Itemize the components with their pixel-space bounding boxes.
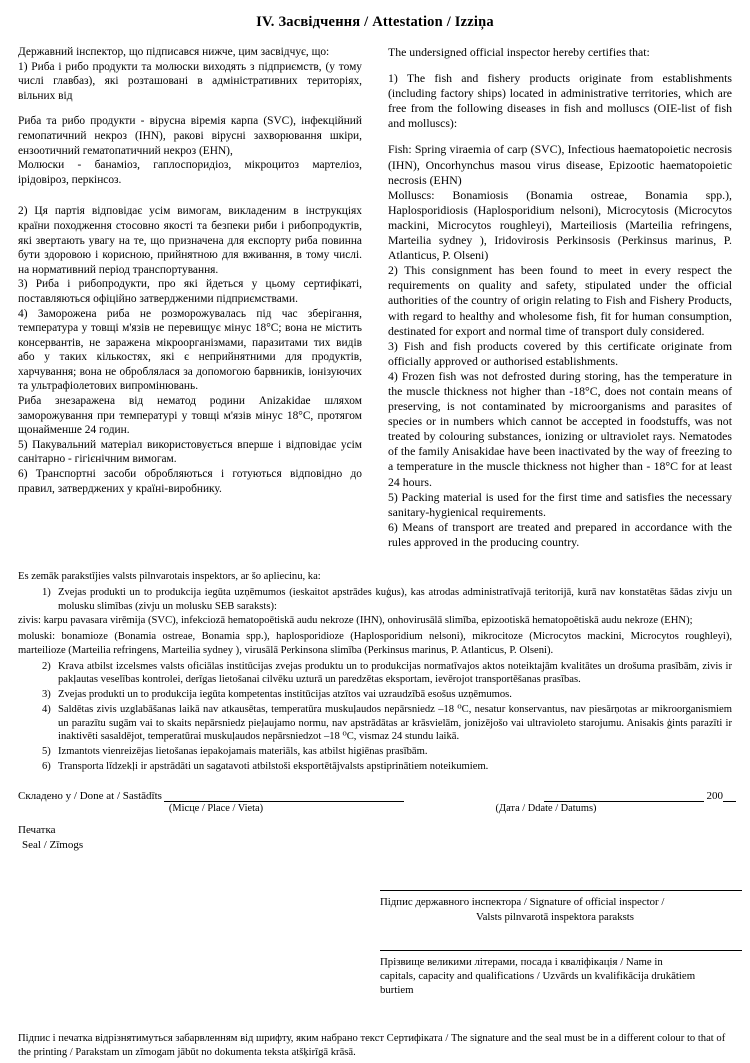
year-prefix-label: 200 <box>706 789 723 802</box>
inspector-signature-line-2: Valsts pilnvarotā inspektora paraksts <box>475 910 635 923</box>
name-block-line-3: burtiem <box>380 984 414 997</box>
name-block-line-1: Прізвище великими літерами, посада і кваліфікація / Name in <box>380 955 663 968</box>
en-para-4: 2) This consignment has been found to meet in every respect the requirements on quality and safety, stipulated under the official authorities of the country of origin relating to Fish and Fishery Products, with regard to healthy and wholesome fish, fit for human consumption, destinated for export and normal time of transport duly considered. <box>388 263 732 338</box>
latvian-sub-molluscs: moluski: bonamioze (Bonamia ostreae, Bonamia spp.), haplosporidioze (Haplosporidium nelsoni), mikrocitoze (Microcytos mackini, Microcytos roughleyi), marteilioze (Marteilia refringens, Marteilia sydney ), virusālā Perkinsona slimība (Perkinsus marinus, P. Atlanticus, P. Olseni). <box>18 631 732 656</box>
english-column <box>388 45 732 550</box>
ukrainian-column <box>18 45 362 550</box>
en-para-0: The undersigned official inspector hereby certifies that: <box>388 45 650 59</box>
list-item-sub <box>18 630 732 659</box>
bilingual-columns <box>18 45 734 550</box>
date-caption: (Дата / Ddate / Datums) <box>495 802 597 814</box>
date-input-line[interactable] <box>544 790 704 802</box>
ua-para-1: 1) Риба і рибо продукти та молюски виходять з підприємств, (у тому числі главбаз), які розташовані в адміністративних територіях, вільних від <box>18 60 362 102</box>
latvian-list <box>18 586 732 774</box>
latvian-intro: Es zemāk parakstījies valsts pilnvarotais inspektors, ar šo apliecinu, ka: <box>18 571 321 582</box>
en-para-6: 4) Frozen fish was not defrosted during storing, has the temperature in the muscle thickness not higher than -18°C, does not contain means of preserving, is not contaminated by microorganisms and parasites of species or in numbers which cannot be accepted in foodstuffs, was not treated by colouring substances, ionizing or ultraviolet rays. Nematodes of the family Anisakidae have been inactivated by the way of freezing to a temperature in the muscle thickness not higher than - 18°C for at least 24 hours. <box>388 368 732 489</box>
list-item <box>18 688 732 702</box>
en-para-3: Molluscs: Bonamiosis (Bonamia ostreae, Bonamia spp.), Haplosporidiosis (Haplosporidium nelsoni), Microcytosis (Microcytos mackini, Microcytos roughleyi), Marteiliosis (Marteilia refringens, Marteilia sydney ), Iridovirosis Perkinsosis (Perkinsus marinus, P. Atlanticus, P. Olseni) <box>388 187 732 263</box>
latvian-item-text: Izmantots vienreizējas lietošanas iepakojamais materiāls, kas atbilst higiēnas prasībām. <box>58 746 428 758</box>
field-captions-row <box>18 803 736 814</box>
latvian-sub-fish: zivis: karpu pavasara virēmija (SVC), infekciozā hematopoētiskā audu nekroze (IHN), onhovirusālā slimība, epizootiskā hematopoētiskā audu nekroze (EHN); <box>18 615 693 627</box>
inspector-form-blocks <box>380 890 742 997</box>
seal-block <box>18 823 736 853</box>
latvian-item-number: 4) <box>42 703 51 715</box>
ua-para-4: 2) Ця партія відповідає усім вимогам, викладеним в інструкціях країни походження стосовно якості та безпеки риби і рибопродуктів, які звертають увагу на те, що призначена для експорту риба повинна бути здоровою і корисною, прийнятною для вживання, в тому числі. на нормативний період транспортування. <box>18 205 362 276</box>
ua-para-3: Молюски - банаміоз, гаплоспоридіоз, мікроцитоз мартеліоз, ірідовіроз, перкінсоз. <box>18 159 362 186</box>
list-item <box>18 703 732 744</box>
seal-label-uk: Печатка <box>18 823 56 836</box>
en-para-5: 3) Fish and fish products covered by this certificate originate from officially approved or authorised establishments. <box>388 338 732 368</box>
ua-para-5: 3) Риба і рибопродукти, про які йдеться у цьому сертифікаті, поставляються офіційно затвердженими підприємствами. <box>18 278 362 305</box>
latvian-item-text: Saldētas zivis uzglabāšanas laikā nav atkausētas, temperatūra muskuļaudos nepārsniedz –18 ⁰C, nesatur konservantus, nav piesārņotas ar mikroorganismiem un parazītu sugām vai to skaits nepārsniedz pieļaujamo normu, nav apstrādātas ar krāsvielām, jonizējošo vai ultravioleto starojumu. Anisakis ģints parazīti ir inaktivēti sasaldējot, temperatūrai muskuļaudos nepārsniedzot –18 ⁰C, vismaz 24 stundu laikā. <box>58 703 732 743</box>
ua-para-9: 6) Транспортні засоби обробляються і готуються відповідно до правил, затверджених у країні-виробнику. <box>18 468 362 495</box>
list-item-sub <box>18 614 732 629</box>
certificate-page <box>0 8 750 1063</box>
en-para-8: 6) Means of transport are treated and prepared in accordance with the rules approved in the producing country. <box>388 519 732 549</box>
latvian-item-number: 3) <box>42 689 51 701</box>
latvian-item-number: 1) <box>42 586 51 598</box>
list-item <box>18 760 732 774</box>
latvian-item-number: 5) <box>42 746 51 758</box>
latvian-item-text: Transporta līdzekļi ir apstrādāti un sagatavoti atbilstoši eksportētājvalsts apstiprinātiem noteikumiem. <box>58 760 489 772</box>
name-block-line-2: capitals, capacity and qualifications / Uzvārds un kvalifikācija drukātiem <box>380 970 696 983</box>
seal-label-en-lv: Seal / Zīmogs <box>22 838 84 851</box>
place-input-line[interactable] <box>164 790 404 802</box>
list-item <box>18 660 732 688</box>
inspector-signature-line-1: Підпис державного інспектора / Signature of official inspector / <box>380 896 665 909</box>
page-title: IV. Засвідчення / Attestation / Izziņa <box>256 14 494 30</box>
list-item <box>18 745 732 759</box>
signature-area <box>0 790 750 998</box>
ua-para-8: 5) Пакувальний матеріал використовується вперше і відповідає усім санітарно - гігієнічним вимогам. <box>18 438 362 466</box>
footnote-text: Підпис і печатка відрізнятимуться забарвленням від шрифту, яким набрано текст Сертифіката / The signature and the seal must be in a different colour to that of the printing / Parakstam un zīmogam jābūt no dokumenta teksta atšķirīgā krāsā. <box>18 1032 726 1058</box>
en-para-2: Fish: Spring viraemia of carp (SVC), Infectious haematopoietic necrosis (IHN), Oncorhynchus masou virus disease, Epizootic haematopoietic necrosis (EHN) <box>388 142 732 187</box>
latvian-item-number: 6) <box>42 760 51 772</box>
inspector-name-box[interactable] <box>380 950 742 998</box>
latvian-item-body: Zvejas produkti un to produkcija iegūta uzņēmumos (ieskaitot apstrādes kuģus), kas atrodas administratīvajā teritorijā, kurā nav konstatētas šādas zivju un molusku slimības (zivju un molusku SEB saraksts): <box>58 586 732 612</box>
list-item <box>18 586 732 614</box>
inspector-signature-box[interactable] <box>380 890 742 924</box>
done-at-label: Складено у / Done at / Sastādīts <box>18 789 162 802</box>
ua-para-6: 4) Заморожена риба не розморожувалась під час зберігання, температура у товщі м'язів не перевищує мінус 18°C; вона не містить консервантів, не заражена мікроорганізмами, паразитами тих видів або у таких кількостях, які є неприйнятними для продуктів, харчування; вона не оброблялася за допомогою барвників, іонізуючих та ультрафіолетових випромінювань. <box>18 307 362 393</box>
latvian-item-text <box>58 586 732 614</box>
latvian-block <box>18 570 732 774</box>
en-para-7: 5) Packing material is used for the first time and satisfies the necessary sanitary-hygienical requirements. <box>388 489 732 519</box>
ua-para-0: Державний інспектор, що підписався нижче, цим засвідчує, що: <box>18 46 330 58</box>
ua-para-7: Риба знезаражена від нематод родини Anizakidae шляхом заморожування при температурі у товщі м'язів мінус 18°C, протягом щонайменше 24 годин. <box>18 395 362 437</box>
place-caption: (Місце / Place / Vieta) <box>168 802 264 814</box>
latvian-item-number: 2) <box>42 660 51 672</box>
latvian-item-text: Zvejas produkti un to produkcija iegūta kompetentas institūcijas atzītos vai uzraudzībā esošus uzņēmumos. <box>58 689 512 701</box>
en-para-1: 1) The fish and fishery products originate from establishments (including factory ships) located in administrative territories, which are free from the following diseases in fish and molluscs (OIE-list of fish and molluscs): <box>388 71 732 131</box>
year-input-line[interactable] <box>723 790 736 802</box>
latvian-item-text: Krava atbilst izcelsmes valsts oficiālas institūcijas zvejas produktu un to produkcijas normatīvajos aktos noteiktajām kvalitātes un drošuma prasībām, zivis ir pakļautas veselības kontrolei, derīgas lietošanai cilvēku uzturā un paredzētas eksportam, ievērojot transportēšanas prasības. <box>58 660 732 686</box>
ua-para-2: Риба та рибо продукти - вірусна віремія карпа (SVC), інфекційний гемопатичний некроз (IHN), ракові вірусні захворювання шкіри, ензоотичний гематопатичний некроз (EHN), <box>18 115 362 157</box>
done-at-row <box>18 790 736 802</box>
